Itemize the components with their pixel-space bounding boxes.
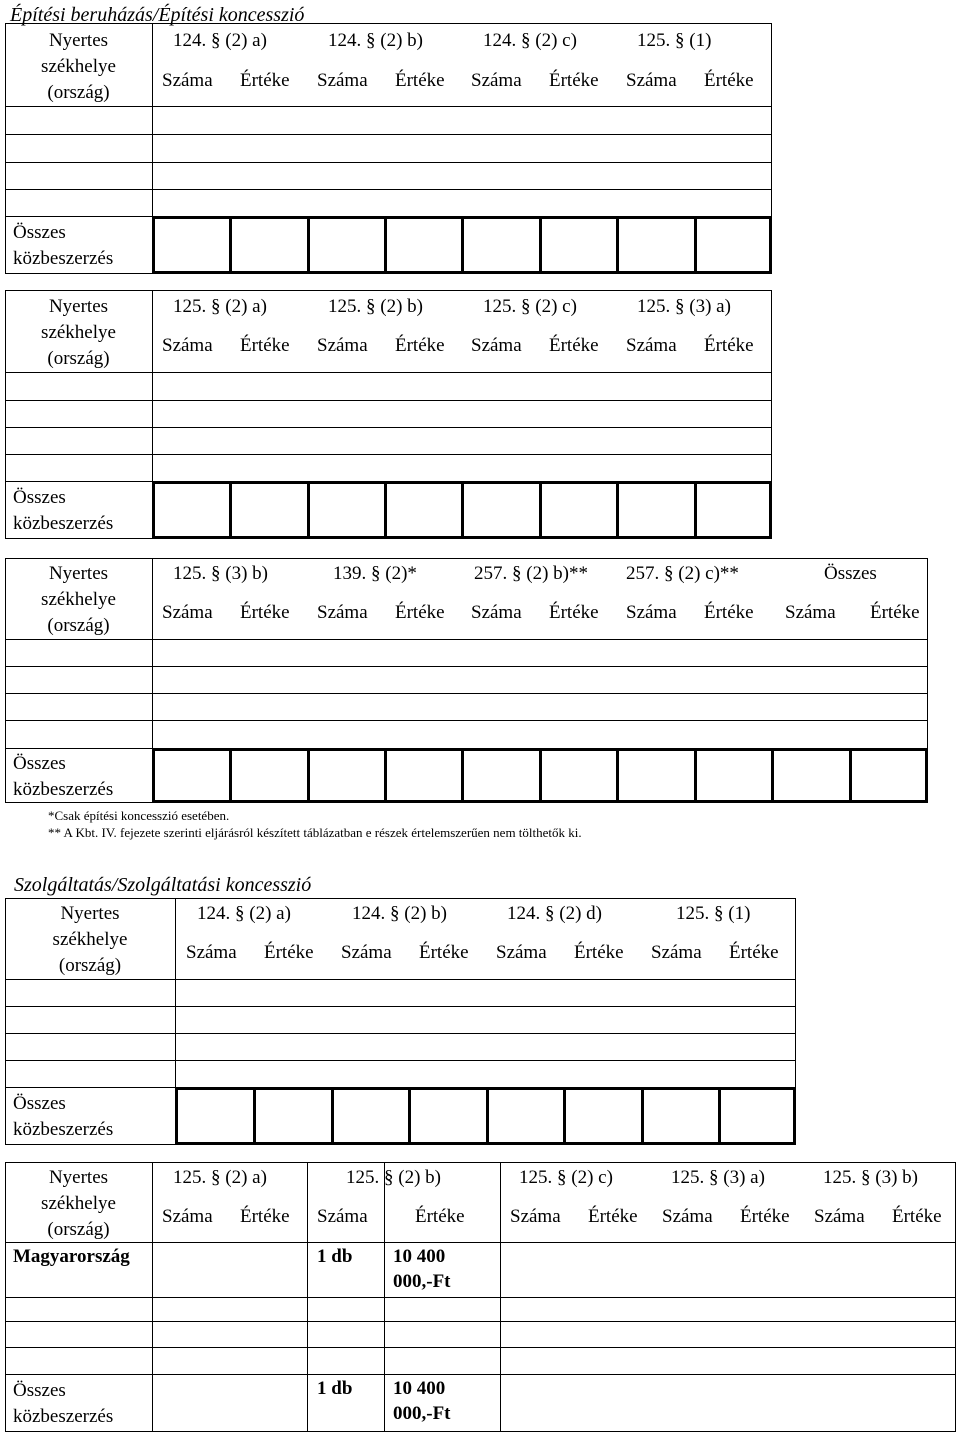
sub-header-value: Értéke xyxy=(419,942,469,963)
total-label-line2: közbeszerzés xyxy=(13,1119,114,1140)
sub-header-value: Értéke xyxy=(264,942,314,963)
column-header: 257. § (2) c)** xyxy=(626,563,739,584)
column-header: 125. § (1) xyxy=(676,903,751,924)
sub-header-value: Értéke xyxy=(588,1206,638,1227)
sub-header-value: Értéke xyxy=(240,602,290,623)
section-title: Szolgáltatás/Szolgáltatási koncesszió xyxy=(14,874,312,896)
header-country-line2: székhelye xyxy=(52,929,128,950)
column-header: 125. § (3) b) xyxy=(823,1167,918,1188)
sub-header-value: Értéke xyxy=(892,1206,942,1227)
header-country-line2: székhelye xyxy=(41,322,116,343)
total-label-line1: Összes xyxy=(13,222,66,243)
column-header: 125. § (3) b) xyxy=(173,563,268,584)
sub-header-value: Értéke xyxy=(549,602,599,623)
sub-header-value: Értéke xyxy=(415,1206,465,1227)
sub-header-value: Értéke xyxy=(740,1206,790,1227)
column-header: 124. § (2) d) xyxy=(507,903,602,924)
sub-header-count: Száma xyxy=(341,942,392,963)
section-title: Építési beruházás/Építési koncesszió xyxy=(10,4,305,26)
sub-header-count: Száma xyxy=(471,335,522,356)
header-country-line1: Nyertes xyxy=(48,563,109,584)
row-country: Magyarország xyxy=(13,1246,130,1267)
sub-header-count: Száma xyxy=(662,1206,713,1227)
header-country-line1: Nyertes xyxy=(60,903,120,924)
sub-header-value: Értéke xyxy=(240,70,290,91)
total-value-line1: 10 400 xyxy=(393,1378,446,1399)
sub-header-count: Száma xyxy=(626,335,677,356)
row-value-line2: 000,-Ft xyxy=(393,1271,451,1292)
column-header: 124. § (2) b) xyxy=(328,30,423,51)
sub-header-count: Száma xyxy=(162,602,213,623)
sub-header-value: Értéke xyxy=(395,602,445,623)
total-label-line1: Összes xyxy=(13,1093,66,1114)
total-value-line2: 000,-Ft xyxy=(393,1403,451,1424)
column-header: 125. § (2) b) xyxy=(346,1167,441,1188)
header-country-line2: székhelye xyxy=(41,1193,116,1214)
sub-header-count: Száma xyxy=(317,70,368,91)
sub-header-count: Száma xyxy=(186,942,237,963)
total-label-line2: közbeszerzés xyxy=(13,248,114,269)
header-country-line1: Nyertes xyxy=(48,1167,109,1188)
sub-header-value: Értéke xyxy=(704,335,754,356)
sub-header-count: Száma xyxy=(814,1206,865,1227)
column-header: 125. § (2) a) xyxy=(173,1167,267,1188)
column-header: 125. § (2) a) xyxy=(173,296,267,317)
sub-header-value: Értéke xyxy=(704,70,754,91)
sub-header-value: Értéke xyxy=(549,70,599,91)
column-header: 125. § (1) xyxy=(637,30,712,51)
sub-header-count: Száma xyxy=(626,70,677,91)
sub-header-count: Száma xyxy=(785,602,836,623)
sub-header-value: Értéke xyxy=(729,942,779,963)
column-header: 124. § (2) c) xyxy=(483,30,577,51)
sub-header-value: Értéke xyxy=(704,602,754,623)
footnote: ** A Kbt. IV. fejezete szerinti eljárásról készített táblázatban e részek értelemszerűen nem tölthetők ki. xyxy=(48,825,582,840)
column-header: 125. § (2) b) xyxy=(328,296,423,317)
header-country-line1: Nyertes xyxy=(48,30,109,51)
header-country-line1: Nyertes xyxy=(48,296,109,317)
sub-header-count: Száma xyxy=(317,1206,368,1227)
total-label-line1: Összes xyxy=(13,753,66,774)
row-value-line1: 10 400 xyxy=(393,1246,446,1267)
sub-header-value: Értéke xyxy=(240,335,290,356)
sub-header-count: Száma xyxy=(162,70,213,91)
header-country-line3: (ország) xyxy=(47,348,110,369)
sub-header-count: Száma xyxy=(471,70,522,91)
sub-header-count: Száma xyxy=(162,1206,213,1227)
sub-header-count: Száma xyxy=(317,335,368,356)
header-country-line3: (ország) xyxy=(47,82,110,103)
total-label-line1: Összes xyxy=(13,487,66,508)
sub-header-count: Száma xyxy=(162,335,213,356)
sub-header-value: Értéke xyxy=(549,335,599,356)
sub-header-value: Értéke xyxy=(574,942,624,963)
sub-header-count: Száma xyxy=(496,942,547,963)
total-label-line2: közbeszerzés xyxy=(13,1406,114,1427)
column-header: 124. § (2) a) xyxy=(197,903,291,924)
sub-header-count: Száma xyxy=(317,602,368,623)
header-country-line3: (ország) xyxy=(47,1219,110,1240)
column-header: 125. § (2) c) xyxy=(483,296,577,317)
column-header: 124. § (2) b) xyxy=(352,903,447,924)
total-label-line2: közbeszerzés xyxy=(13,513,114,534)
total-label-line1: Összes xyxy=(13,1380,66,1401)
column-header: 125. § (3) a) xyxy=(671,1167,765,1188)
column-header: 257. § (2) b)** xyxy=(474,563,588,584)
total-count: 1 db xyxy=(317,1378,353,1399)
footnote: *Csak építési koncesszió esetében. xyxy=(48,808,230,823)
column-header: 139. § (2)* xyxy=(333,563,417,584)
total-label-line2: közbeszerzés xyxy=(13,779,114,800)
column-header: Összes xyxy=(824,563,877,584)
header-country-line3: (ország) xyxy=(47,615,110,636)
sub-header-value: Értéke xyxy=(395,335,445,356)
sub-header-count: Száma xyxy=(626,602,677,623)
sub-header-count: Száma xyxy=(471,602,522,623)
header-country-line2: székhelye xyxy=(41,56,116,77)
sub-header-value: Értéke xyxy=(240,1206,290,1227)
header-country-line3: (ország) xyxy=(58,955,122,976)
header-country-line2: székhelye xyxy=(41,589,116,610)
sub-header-count: Száma xyxy=(651,942,702,963)
sub-header-value: Értéke xyxy=(395,70,445,91)
column-header: 124. § (2) a) xyxy=(173,30,267,51)
row-count: 1 db xyxy=(317,1246,353,1267)
sub-header-count: Száma xyxy=(510,1206,561,1227)
column-header: 125. § (3) a) xyxy=(637,296,731,317)
column-header: 125. § (2) c) xyxy=(519,1167,613,1188)
sub-header-value: Értéke xyxy=(870,602,920,623)
